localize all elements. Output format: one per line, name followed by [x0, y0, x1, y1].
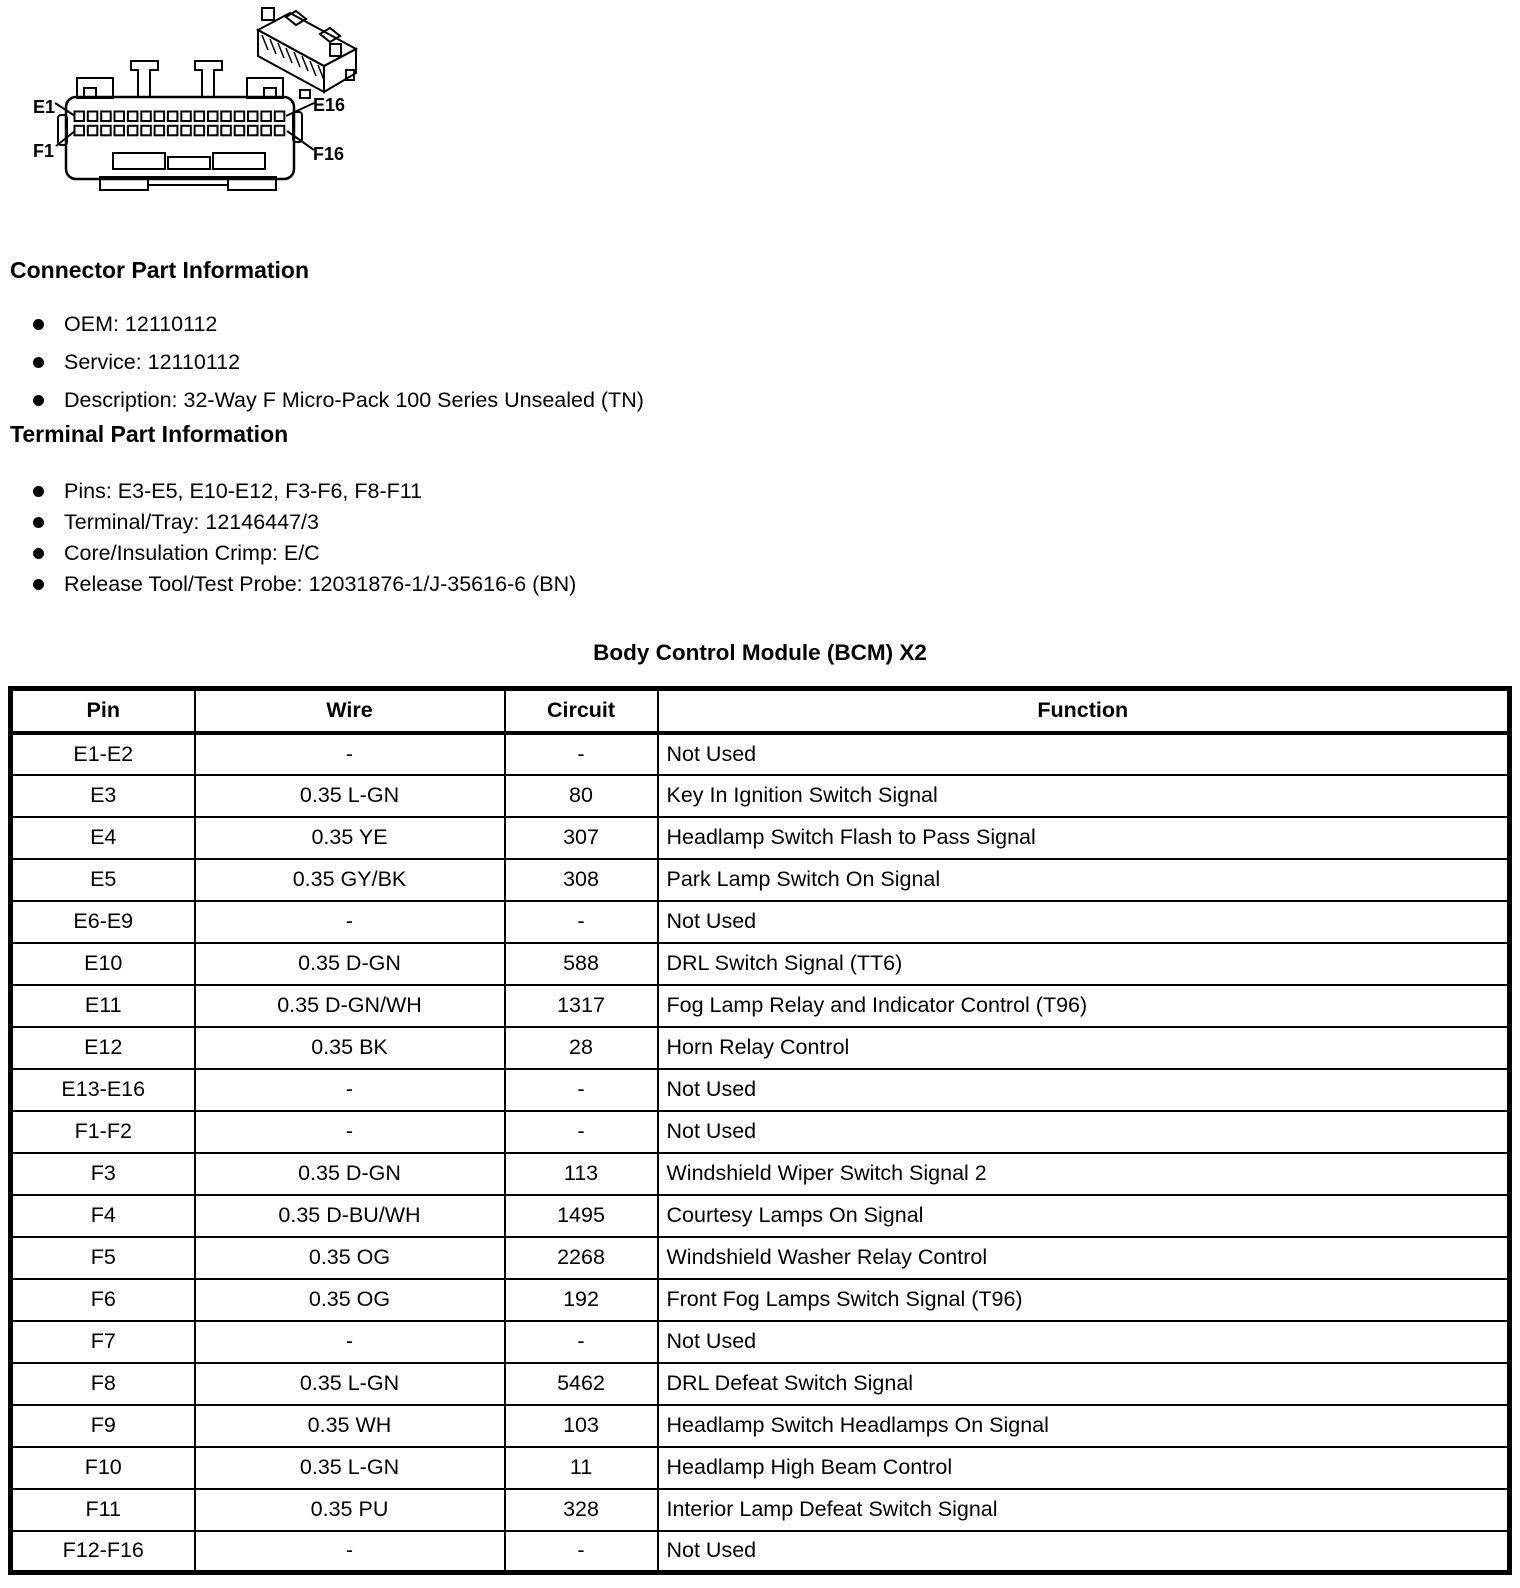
table-header-row [11, 689, 1510, 733]
function-cell: Headlamp High Beam Control [658, 1447, 1510, 1489]
function-cell: Horn Relay Control [658, 1027, 1510, 1069]
circuit-cell: - [505, 1321, 658, 1363]
connector-pin [168, 126, 178, 136]
pin-cell: F1-F2 [11, 1111, 195, 1153]
function-cell: Windshield Wiper Switch Signal 2 [658, 1153, 1510, 1195]
circuit-cell: 1317 [505, 985, 658, 1027]
function-cell: DRL Switch Signal (TT6) [658, 943, 1510, 985]
circuit-cell: 588 [505, 943, 658, 985]
wire-cell: 0.35 L-GN [195, 1363, 505, 1405]
connector-pin [275, 112, 285, 122]
circuit-cell: 328 [505, 1489, 658, 1531]
column-header-function: Function [658, 689, 1510, 733]
pin-cell: E12 [11, 1027, 195, 1069]
pin-cell: E10 [11, 943, 195, 985]
connector-pin [221, 112, 231, 122]
function-cell: Courtesy Lamps On Signal [658, 1195, 1510, 1237]
connector-pin [195, 126, 205, 136]
connector-info-item: OEM: 12110112 [33, 313, 644, 336]
connector-pin [88, 112, 98, 122]
wire-cell: - [195, 1111, 505, 1153]
function-cell: Park Lamp Switch On Signal [658, 859, 1510, 901]
connector-pin [101, 112, 111, 122]
wire-cell: - [195, 1531, 505, 1573]
connector-front-view [58, 61, 302, 190]
wire-cell: 0.35 YE [195, 817, 505, 859]
pin-grid [75, 112, 285, 136]
connector-pin [235, 112, 245, 122]
connector-pin [248, 112, 258, 122]
wire-cell: 0.35 OG [195, 1279, 505, 1321]
function-cell: Front Fog Lamps Switch Signal (T96) [658, 1279, 1510, 1321]
pin-cell: E6-E9 [11, 901, 195, 943]
pin-cell: F12-F16 [11, 1531, 195, 1573]
wire-cell: 0.35 PU [195, 1489, 505, 1531]
table-row [11, 1027, 1510, 1069]
connector-pin [155, 112, 165, 122]
pin-label-e16: E16 [313, 95, 346, 115]
table-row [11, 1153, 1510, 1195]
pin-cell: E3 [11, 775, 195, 817]
connector-pin [261, 112, 271, 122]
circuit-cell: - [505, 1111, 658, 1153]
wire-cell: 0.35 GY/BK [195, 859, 505, 901]
connector-pin [181, 126, 191, 136]
connector-pin [141, 112, 151, 122]
pin-cell: E13-E16 [11, 1069, 195, 1111]
terminal-part-info-list [33, 480, 576, 604]
table-row [11, 1447, 1510, 1489]
pin-cell: F11 [11, 1489, 195, 1531]
table-row [11, 1531, 1510, 1573]
circuit-cell: 1495 [505, 1195, 658, 1237]
wire-cell: 0.35 BK [195, 1027, 505, 1069]
connector-pin [75, 126, 85, 136]
connector-pin [168, 112, 178, 122]
wire-cell: 0.35 D-GN [195, 943, 505, 985]
wire-cell: - [195, 1069, 505, 1111]
terminal-info-item: Core/Insulation Crimp: E/C [33, 542, 576, 565]
connector-perspective-view [258, 8, 356, 98]
table-row [11, 1069, 1510, 1111]
circuit-cell: 103 [505, 1405, 658, 1447]
function-cell: Headlamp Switch Headlamps On Signal [658, 1405, 1510, 1447]
column-header-circuit: Circuit [505, 689, 658, 733]
connector-part-info-list [33, 313, 644, 427]
connector-pin [88, 126, 98, 136]
wire-cell: 0.35 D-GN/WH [195, 985, 505, 1027]
pin-cell: F4 [11, 1195, 195, 1237]
pin-cell: E1-E2 [11, 733, 195, 775]
connector-pin [261, 126, 271, 136]
terminal-info-item: Pins: E3-E5, E10-E12, F3-F6, F8-F11 [33, 480, 576, 503]
function-cell: Not Used [658, 1111, 1510, 1153]
function-cell: Interior Lamp Defeat Switch Signal [658, 1489, 1510, 1531]
function-cell: Not Used [658, 1321, 1510, 1363]
terminal-part-info-heading: Terminal Part Information [10, 421, 289, 447]
connector-pin [248, 126, 258, 136]
wire-cell: 0.35 L-GN [195, 1447, 505, 1489]
column-header-wire: Wire [195, 689, 505, 733]
connector-pin [128, 112, 137, 122]
connector-pin [221, 126, 231, 136]
table-row [11, 1405, 1510, 1447]
circuit-cell: - [505, 1069, 658, 1111]
circuit-cell: 308 [505, 859, 658, 901]
function-cell: Headlamp Switch Flash to Pass Signal [658, 817, 1510, 859]
pin-label-e1: E1 [33, 97, 56, 117]
wire-cell: - [195, 901, 505, 943]
pin-cell: E11 [11, 985, 195, 1027]
terminal-info-item: Terminal/Tray: 12146447/3 [33, 511, 576, 534]
table-row [11, 1195, 1510, 1237]
circuit-cell: - [505, 733, 658, 775]
circuit-cell: - [505, 1531, 658, 1573]
connector-pin [141, 126, 151, 136]
column-header-pin: Pin [11, 689, 195, 733]
circuit-cell: 11 [505, 1447, 658, 1489]
connector-part-info-heading: Connector Part Information [10, 257, 310, 283]
connector-pin [155, 126, 165, 136]
circuit-cell: - [505, 901, 658, 943]
table-row [11, 733, 1510, 775]
circuit-cell: 192 [505, 1279, 658, 1321]
connector-pin [128, 126, 137, 136]
circuit-cell: 307 [505, 817, 658, 859]
wire-cell: 0.35 OG [195, 1237, 505, 1279]
wire-cell: - [195, 733, 505, 775]
connector-info-item: Description: 32-Way F Micro-Pack 100 Series Unsealed (TN) [33, 389, 644, 412]
terminal-info-item: Release Tool/Test Probe: 12031876-1/J-35616-6 (BN) [33, 573, 576, 596]
pin-cell: F10 [11, 1447, 195, 1489]
table-row [11, 901, 1510, 943]
pin-cell: F6 [11, 1279, 195, 1321]
pin-cell: F7 [11, 1321, 195, 1363]
table-row [11, 1489, 1510, 1531]
function-cell: Windshield Washer Relay Control [658, 1237, 1510, 1279]
connector-pin [275, 126, 285, 136]
table-row [11, 943, 1510, 985]
connector-pin [208, 112, 218, 122]
pin-cell: F5 [11, 1237, 195, 1279]
table-row [11, 1111, 1510, 1153]
table-row [11, 775, 1510, 817]
function-cell: Not Used [658, 733, 1510, 775]
table-title: Body Control Module (BCM) X2 [593, 640, 927, 665]
pin-label-f1: F1 [33, 141, 55, 161]
pin-cell: F3 [11, 1153, 195, 1195]
pin-label-f16: F16 [313, 144, 345, 164]
table-row [11, 1321, 1510, 1363]
connector-pin [181, 112, 191, 122]
connector-pin [195, 112, 205, 122]
pin-cell: E4 [11, 817, 195, 859]
pin-cell: F9 [11, 1405, 195, 1447]
wire-cell: - [195, 1321, 505, 1363]
function-cell: Fog Lamp Relay and Indicator Control (T96) [658, 985, 1510, 1027]
circuit-cell: 80 [505, 775, 658, 817]
table-row [11, 1363, 1510, 1405]
connector-pin [235, 126, 245, 136]
connector-pin [115, 126, 125, 136]
table-row [11, 985, 1510, 1027]
connector-pin [115, 112, 125, 122]
wire-cell: 0.35 D-GN [195, 1153, 505, 1195]
connector-diagram [0, 0, 400, 215]
circuit-cell: 113 [505, 1153, 658, 1195]
circuit-cell: 5462 [505, 1363, 658, 1405]
wire-cell: 0.35 WH [195, 1405, 505, 1447]
function-cell: Not Used [658, 1069, 1510, 1111]
table-row [11, 817, 1510, 859]
pin-cell: F8 [11, 1363, 195, 1405]
function-cell: Not Used [658, 901, 1510, 943]
circuit-cell: 2268 [505, 1237, 658, 1279]
wire-cell: 0.35 L-GN [195, 775, 505, 817]
table-row [11, 1237, 1510, 1279]
wire-cell: 0.35 D-BU/WH [195, 1195, 505, 1237]
circuit-cell: 28 [505, 1027, 658, 1069]
connector-pin [208, 126, 218, 136]
function-cell: DRL Defeat Switch Signal [658, 1363, 1510, 1405]
pin-cell: E5 [11, 859, 195, 901]
connector-pin [101, 126, 111, 136]
connector-pin [75, 112, 85, 122]
function-cell: Not Used [658, 1531, 1510, 1573]
table-row [11, 859, 1510, 901]
function-cell: Key In Ignition Switch Signal [658, 775, 1510, 817]
table-row [11, 1279, 1510, 1321]
pinout-table [8, 686, 1512, 1575]
connector-info-item: Service: 12110112 [33, 351, 644, 374]
